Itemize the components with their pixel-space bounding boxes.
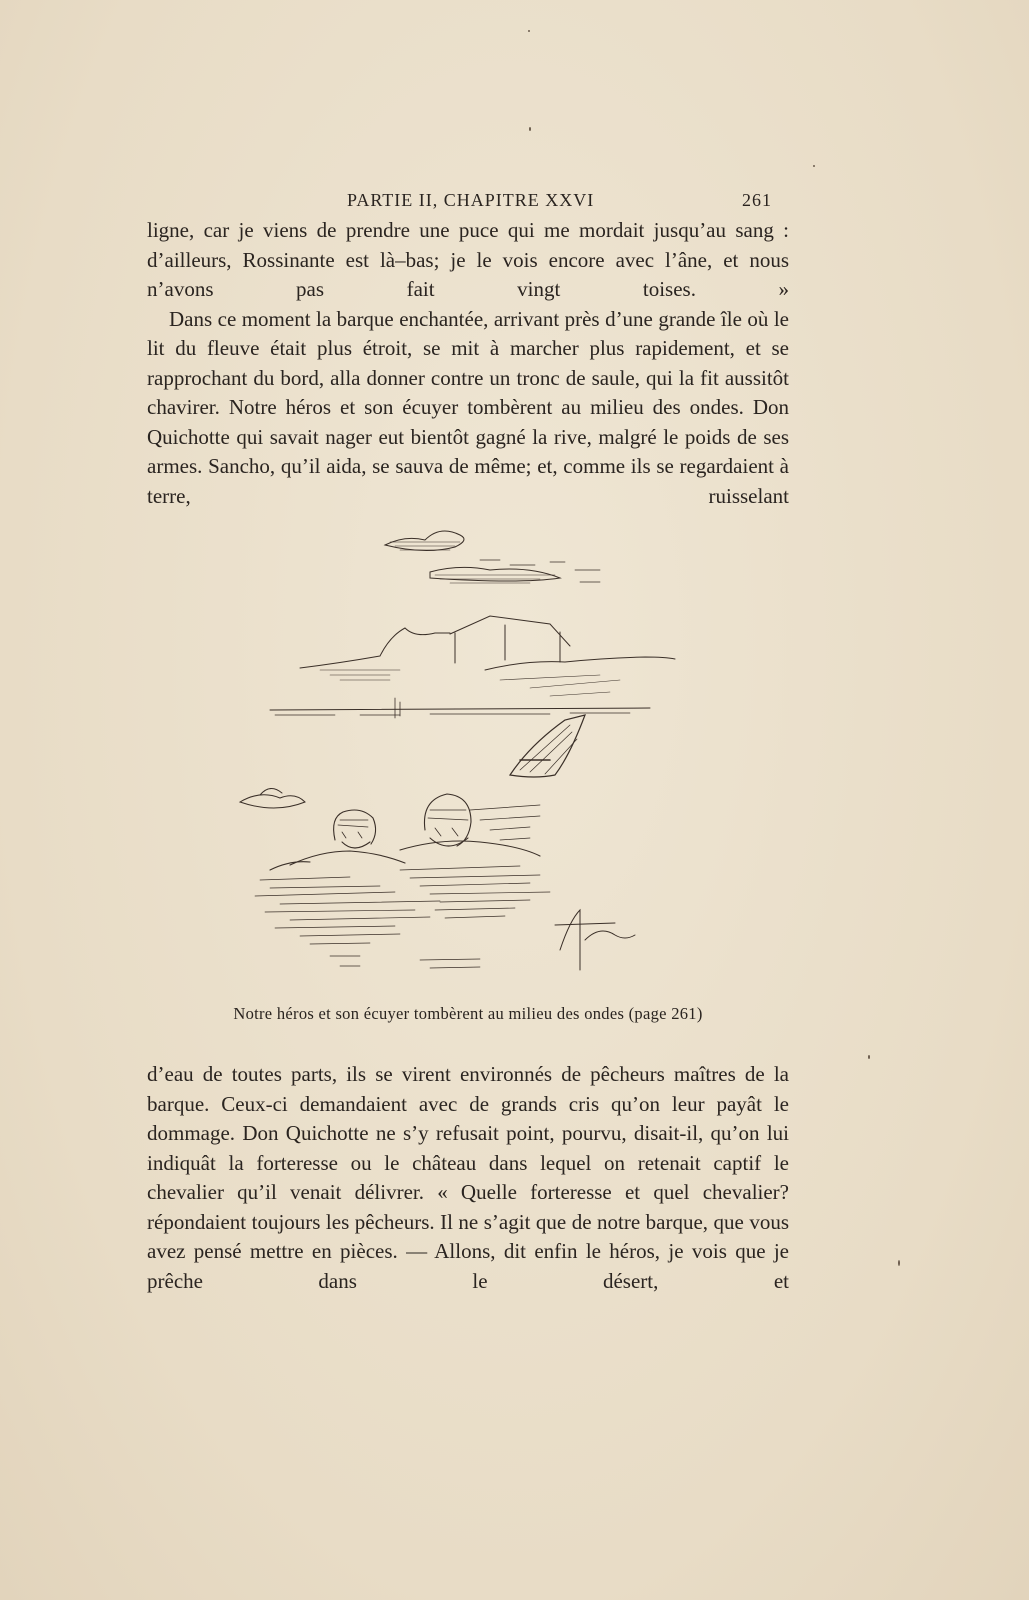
waterline — [270, 698, 650, 718]
illustration-caption: Notre héros et son écuyer tombèrent au milieu des ondes (page 261) — [233, 1004, 703, 1023]
paper-speck — [813, 165, 815, 167]
paragraph-barque: Dans ce moment la barque enchantée, arrivant près d’une grande île où le lit du fleuve était plus étroit, se mit à marcher plus rapidement, et se rapprochant du bord, alla donner contre un tronc de saule, qui la fit aussitôt chavirer. Notre héros et son écuyer tombèrent au milieu des ondes. Don Quichotte qui savait nager eut bientôt gagné la rive, malgré le poids de ses armes. Sancho, qu’il aida, se sauva de même; et, comme ils se regardaient à terre, ruisselant — [147, 306, 789, 508]
clouds — [385, 531, 600, 583]
bottom-text-block — [147, 1060, 789, 1296]
paper-speck — [529, 127, 531, 131]
page-number: 261 — [742, 190, 772, 210]
water-hatching — [255, 805, 550, 968]
paper-speck — [868, 1055, 870, 1059]
artist-signature — [555, 910, 635, 970]
paragraph-pecheurs: d’eau de toutes parts, ils se virent environnés de pêcheurs maîtres de la barque. Ceux-ci demandaient avec de grands cris qu’on leur payât le dommage. Don Quichotte ne s’y refusait point, pourvu, disait-il, qu’on lui indiquât la forteresse ou le château dans lequel on retenait captif le chevalier qu’il venait délivrer. « Quelle forteresse et quel chevalier? répondaient toujours les pêcheurs. Il ne s’agit que de notre barque, que vous avez pensé mettre en pièces. — Allons, dit enfin le héros, je vois que je prêche dans le désert, et — [147, 1062, 789, 1293]
swimmer-left — [270, 810, 405, 870]
paragraph-continued: ligne, car je viens de prendre une puce qui me mordait jusqu’au sang : d’ailleurs, Rossinante est là–bas; je le vois encore avec l’âne, et nous n’avons pas fait vingt toises. » — [147, 218, 789, 301]
top-text-block — [147, 216, 789, 511]
running-title: PARTIE II, CHAPITRE XXVI — [347, 190, 595, 210]
paper-speck — [898, 1260, 900, 1266]
engraving-illustration — [230, 520, 700, 1000]
running-head — [147, 190, 787, 214]
paper-speck — [528, 30, 530, 32]
capsized-boat — [510, 715, 585, 777]
swimmer-right — [400, 794, 540, 856]
island-house — [300, 616, 675, 696]
floating-hat — [240, 788, 305, 808]
